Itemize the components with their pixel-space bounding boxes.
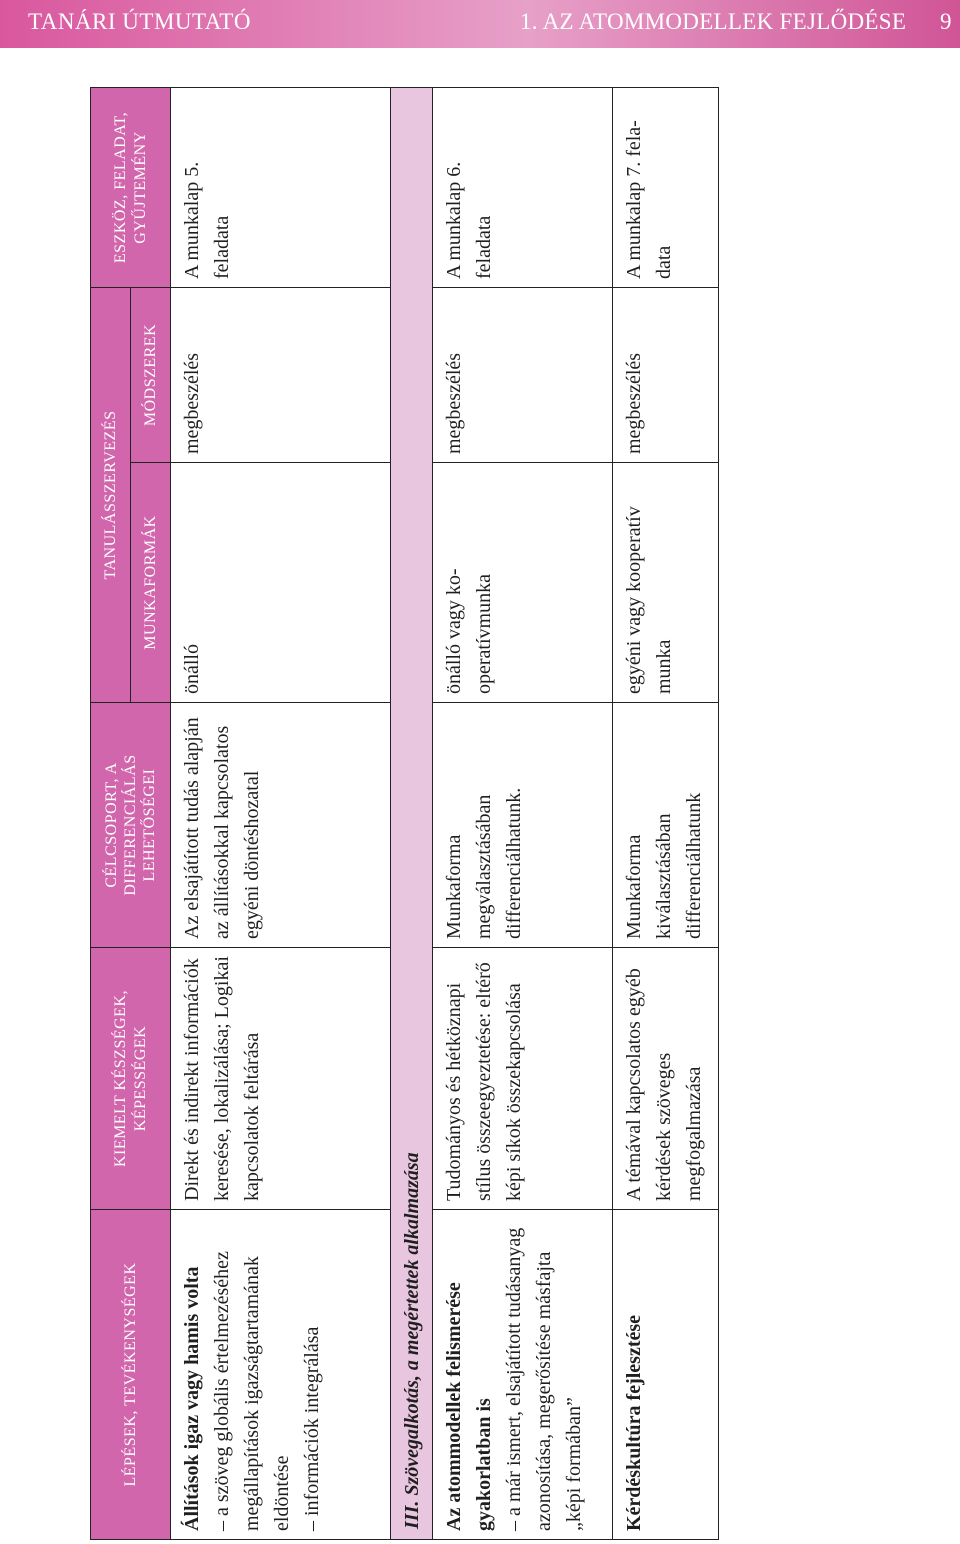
row2-methods: megbeszélés xyxy=(433,288,613,463)
section-row xyxy=(391,88,433,1540)
row3-tools: A munkalap 7. feladata xyxy=(613,88,719,288)
row1-steps xyxy=(171,1210,391,1540)
row2-forms: önálló vagy kooperatívmunka xyxy=(433,463,613,703)
row1-target: Az elsajátított tudás alapján az állításokkal kapcsolatos egyéni döntéshozatal xyxy=(171,703,391,948)
row2-title: Az atommodellek felismerése gyakorlatban is xyxy=(443,1282,495,1531)
row3-steps xyxy=(613,1210,719,1540)
row3-methods: megbeszélés xyxy=(613,288,719,463)
row2-steps xyxy=(433,1210,613,1540)
table-row xyxy=(433,88,613,1540)
table-row xyxy=(613,88,719,1540)
row1-title: Állítások igaz vagy hamis volta xyxy=(181,1266,203,1531)
header-steps: LÉPÉSEK, TEVÉKENYSÉGEK xyxy=(91,1210,171,1540)
header-organization: TANULÁSSZERVEZÉS xyxy=(91,288,131,703)
header-forms: MUNKAFORMÁK xyxy=(131,463,171,703)
row2-target: Munkaforma megválasztásában differenciálhatunk. xyxy=(433,703,613,948)
header-methods: MÓDSZEREK xyxy=(131,288,171,463)
row2-skills: Tudományos és hétköznapi stílus összeegyeztetése: eltérő képi síkok összekapcsolása xyxy=(433,948,613,1210)
row1-methods: megbeszélés xyxy=(171,288,391,463)
header-target: CÉLCSOPORT, A DIFFERENCIÁLÁS LEHETŐSÉGEI xyxy=(91,703,171,948)
row1-step-2: – információk integrálása xyxy=(301,1326,323,1531)
lesson-plan-table-container xyxy=(90,88,705,1540)
page-header xyxy=(0,0,960,48)
header-left-title: TANÁRI ÚTMUTATÓ xyxy=(28,9,251,34)
row1-skills: Direkt és indirekt információk keresése, lokalizálása; Logikai kapcsolatok feltárása xyxy=(171,948,391,1210)
lesson-plan-table xyxy=(90,87,719,1540)
row3-forms: egyéni vagy kooperatív munka xyxy=(613,463,719,703)
page-number: 9 xyxy=(940,9,952,34)
row3-target: Munkaforma kiválasztásában differenciálhatunk xyxy=(613,703,719,948)
section-heading: III. Szövegalkotás, a megértettek alkalmazása xyxy=(391,88,433,1540)
table-row xyxy=(171,88,391,1540)
row3-title: Kérdéskultúra fejlesztése xyxy=(623,1314,645,1531)
row2-step-1: – a már ismert, elsajátított tudásanyag azonosítása, megerősítése másfajta „képi formában” xyxy=(503,1227,585,1531)
row1-forms: önálló xyxy=(171,463,391,703)
header-skills: KIEMELT KÉSZSÉGEK, KÉPESSÉGEK xyxy=(91,948,171,1210)
row3-skills: A témával kapcsolatos egyéb kérdések szöveges megfogalmazása xyxy=(613,948,719,1210)
header-tools: ESZKÖZ, FELADAT, GYŰJTEMÉNY xyxy=(91,88,171,288)
row1-tools: A munkalap 5. feladata xyxy=(171,88,391,288)
header-chapter-title: 1. AZ ATOMMODELLEK FEJLŐDÉSE xyxy=(520,9,907,34)
row1-step-1: – a szöveg globális értelmezéséhez megállapítások igazságtartamának eldöntése xyxy=(211,1251,293,1531)
header-row-top xyxy=(91,88,131,1540)
row2-tools: A munkalap 6. feladata xyxy=(433,88,613,288)
